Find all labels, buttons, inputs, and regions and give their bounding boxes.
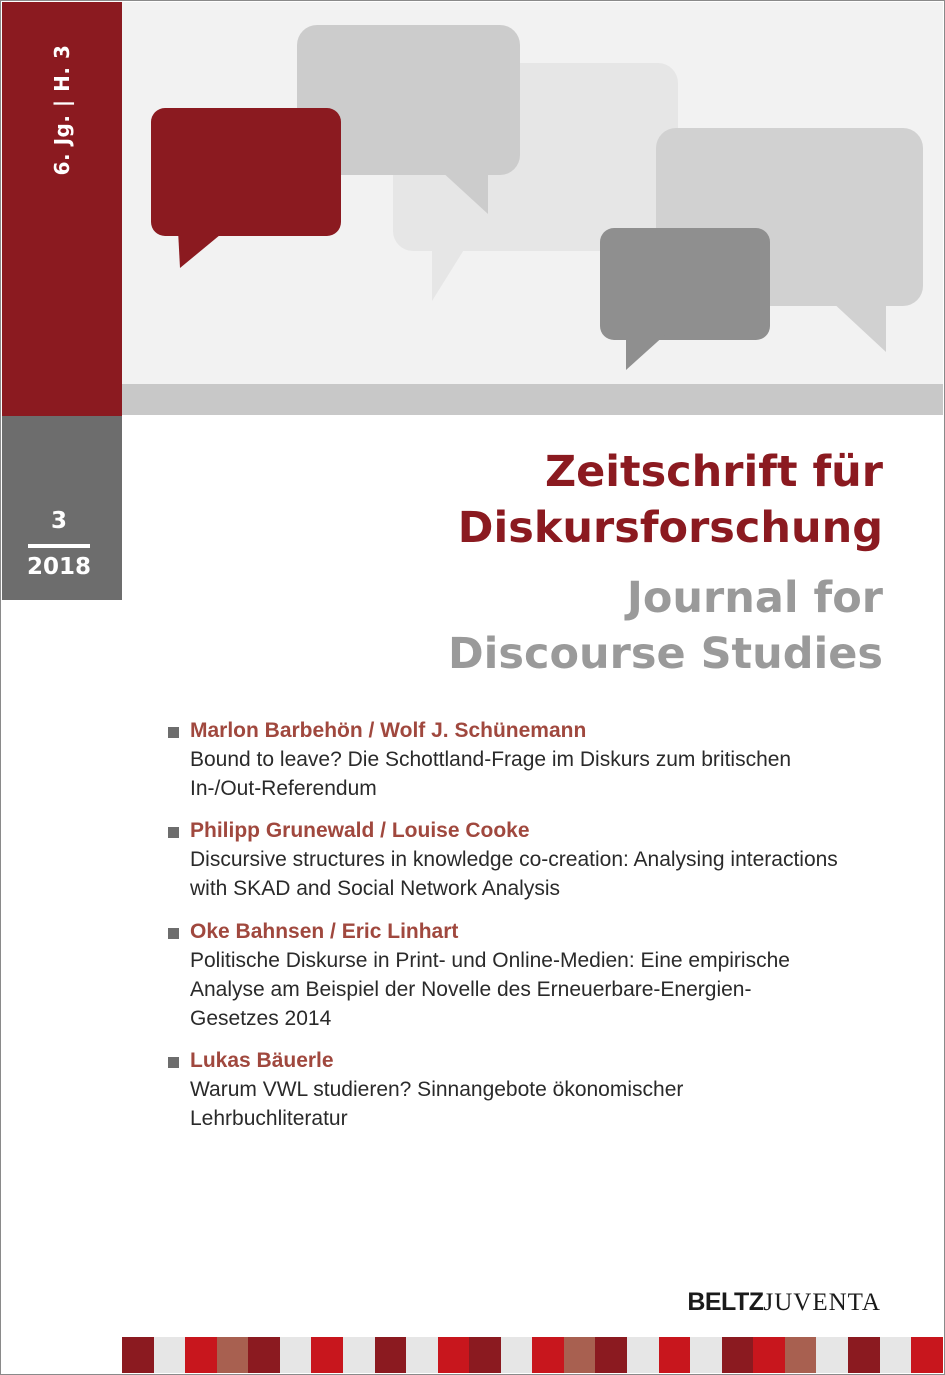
journal-title-english [448,570,883,682]
stripe-segment [564,1337,596,1373]
toc-article-title: Warum VWL studieren? Sinnangebote ökonomischer Lehrbuchliteratur [190,1078,684,1130]
toc-authors: Oke Bahnsen / Eric Linhart [190,920,459,943]
publisher-logo-part1: BELTZ [687,1288,764,1316]
volume-label: 6. Jg. | H. 3 [50,44,74,176]
stripe-segment [343,1337,375,1373]
bullet-square-icon [168,1057,179,1068]
journal-title-german-line2: Diskursforschung [457,503,883,553]
publisher-logo [687,1288,881,1317]
stripe-segment [469,1337,501,1373]
speech-bubble-dark-icon [600,228,770,370]
journal-title-english-line2: Discourse Studies [447,629,883,679]
journal-title-english-line1: Journal for [626,573,883,623]
stripe-segment [217,1337,249,1373]
stripe-segment [785,1337,817,1373]
journal-title-german [458,444,883,556]
stripe-segment [690,1337,722,1373]
stripe-segment [627,1337,659,1373]
table-of-contents [166,716,866,1133]
stripe-segment [501,1337,533,1373]
toc-authors: Lukas Bäuerle [190,1049,334,1072]
stripe-segment [880,1337,912,1373]
toc-entry [166,917,866,1046]
speech-bubbles-illustration [0,0,945,420]
bullet-square-icon [168,827,179,838]
publisher-logo-part2: JUVENTA [763,1289,881,1316]
stripe-segment [753,1337,785,1373]
bullet-square-icon [168,727,179,738]
toc-entry [166,816,866,917]
stripe-segment [185,1337,217,1373]
toc-authors: Marlon Barbehön / Wolf J. Schünemann [190,719,587,742]
stripe-segment [406,1337,438,1373]
toc-authors: Philipp Grunewald / Louise Cooke [190,819,530,842]
toc-entry [166,1046,866,1133]
toc-entry [166,716,866,816]
issue-year: 2018 [26,554,91,580]
stripe-segment [154,1337,186,1373]
speech-bubble-red-icon [151,108,341,268]
stripe-segment [248,1337,280,1373]
journal-title-german-line1: Zeitschrift für [544,447,883,497]
stripe-segment [532,1337,564,1373]
stripe-segment [595,1337,627,1373]
issue-divider [28,544,90,548]
stripe-segment [659,1337,691,1373]
toc-article-title: Discursive structures in knowledge co-creation: Analysing interactions with SKAD and Social Network Analysis [190,848,838,900]
stripe-segment [280,1337,312,1373]
toc-article-title: Bound to leave? Die Schottland-Frage im Diskurs zum britischen In-/Out-Referendum [190,748,792,800]
stripe-segment [848,1337,880,1373]
stripe-segment [438,1337,470,1373]
decorative-color-stripe [122,1337,943,1373]
stripe-segment [911,1337,943,1373]
toc-article-title: Politische Diskurse in Print- und Online-Medien: Eine empirische Analyse am Beispiel der Novelle des Erneuerbare-Energien-Gesetzes 2014 [190,949,790,1030]
stripe-segment [375,1337,407,1373]
bullet-square-icon [168,928,179,939]
stripe-segment [816,1337,848,1373]
stripe-segment [722,1337,754,1373]
stripe-segment [122,1337,154,1373]
stripe-segment [311,1337,343,1373]
issue-number: 3 [50,508,67,534]
